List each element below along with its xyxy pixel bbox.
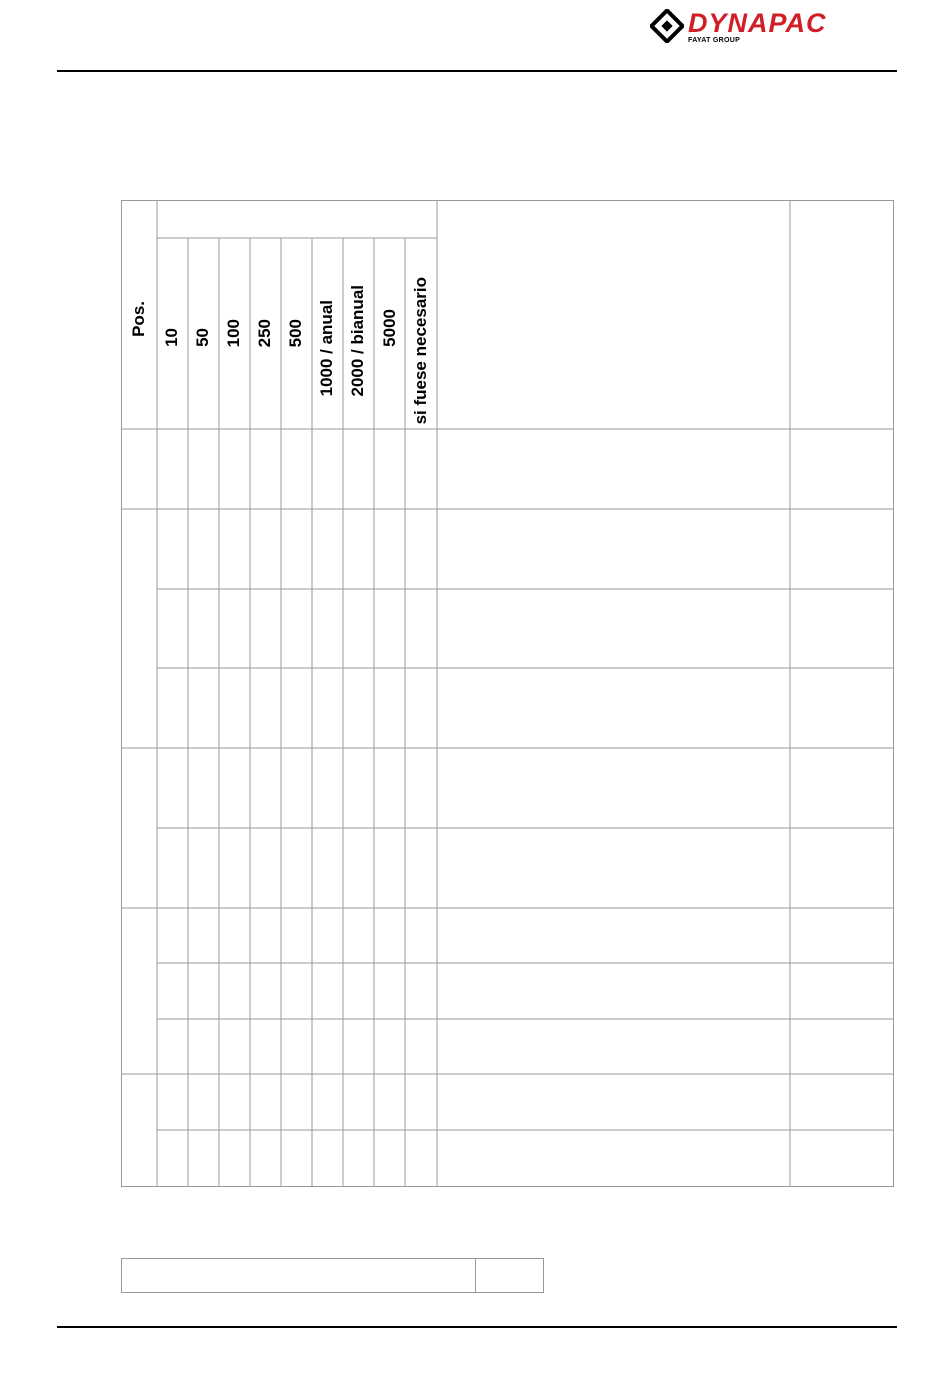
interval-header-50: 50 xyxy=(193,328,212,347)
header-rule xyxy=(57,70,897,72)
pos-header: Pos. xyxy=(129,301,148,337)
brand-group: FAYAT GROUP xyxy=(688,37,741,44)
interval-header-as-needed: si fuese necesario xyxy=(411,276,430,424)
interval-header-100: 100 xyxy=(224,318,243,347)
interval-header-10: 10 xyxy=(162,328,181,347)
interval-header-1000: 1000 / anual xyxy=(317,299,336,396)
dynapac-diamond-logo-icon xyxy=(650,9,684,43)
maintenance-schedule-table xyxy=(121,200,894,1187)
footer-info-box xyxy=(121,1258,544,1293)
interval-header-5000: 5000 xyxy=(380,309,399,347)
interval-header-250: 250 xyxy=(255,318,274,347)
footer-box-divider xyxy=(475,1259,476,1292)
table-grid-lines xyxy=(121,200,894,1187)
dynapac-logo xyxy=(650,8,900,46)
interval-header-2000: 2000 / bianual xyxy=(348,284,367,396)
brand-name: DYNAPAC xyxy=(688,8,827,38)
footer-rule xyxy=(57,1326,897,1328)
interval-header-500: 500 xyxy=(286,318,305,347)
